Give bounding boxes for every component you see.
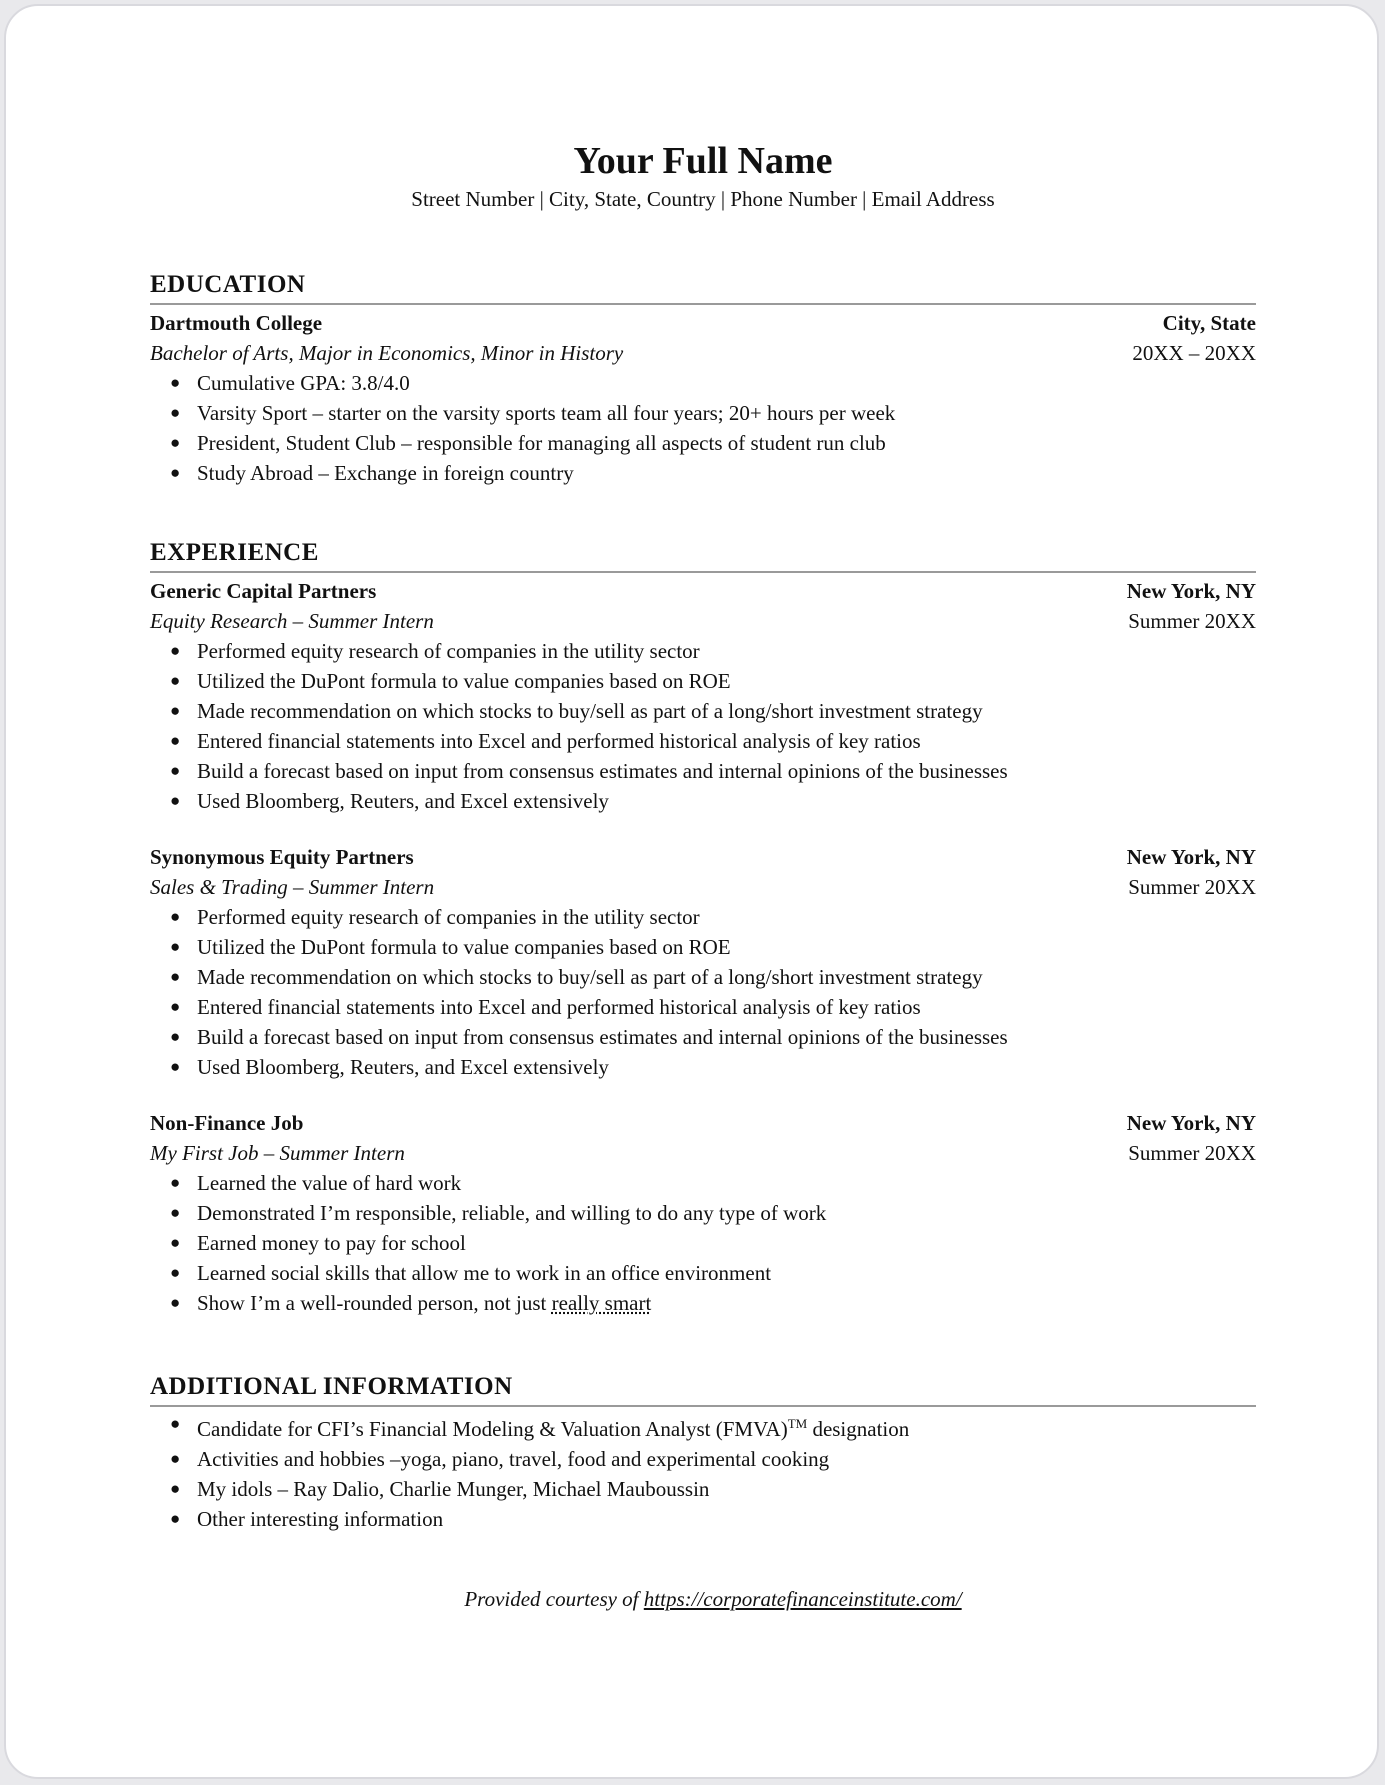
bullet-icon: ● <box>170 1057 181 1076</box>
list-item: ● Show I’m a well-rounded person, not just really smart <box>170 1288 1256 1318</box>
bullet-icon: ● <box>170 997 181 1016</box>
contact-line: Street Number | City, State, Country | Phone Number | Email Address <box>411 187 995 211</box>
company-name: Generic Capital Partners <box>150 579 377 603</box>
bullet-icon: ● <box>170 1233 181 1252</box>
job-entry-1 <box>150 576 1256 816</box>
bullet-icon: ● <box>170 671 181 690</box>
list-item: ● Performed equity research of companies in the utility sector <box>170 636 1256 666</box>
cfi-link[interactable]: https://corporatefinanceinstitute.com/ <box>643 1587 962 1611</box>
bullet-icon: ● <box>170 1203 181 1222</box>
list-item: ● Other interesting information <box>170 1504 1256 1534</box>
resume-page <box>4 4 1379 1779</box>
job-dates: Summer 20XX <box>1128 1141 1256 1165</box>
list-item: ● President, Student Club – responsible for managing all aspects of student run club <box>170 428 1256 458</box>
section-title-education: EDUCATION <box>150 270 1256 305</box>
job-role: Sales & Trading – Summer Intern <box>150 875 435 899</box>
list-item: ● Used Bloomberg, Reuters, and Excel extensively <box>170 786 1256 816</box>
list-item: ● Varsity Sport – starter on the varsity sports team all four years; 20+ hours per week <box>170 398 1256 428</box>
education-dates: 20XX – 20XX <box>1132 341 1256 365</box>
bullet-icon: ● <box>170 731 181 750</box>
bullet-icon: ● <box>170 403 181 422</box>
company-name: Non-Finance Job <box>150 1111 304 1135</box>
education-bullets <box>150 368 1256 488</box>
bullet-icon: ● <box>170 1414 181 1433</box>
bullet-icon: ● <box>170 1449 181 1468</box>
list-item: ● Earned money to pay for school <box>170 1228 1256 1258</box>
bullet-icon: ● <box>170 967 181 986</box>
bullet-icon: ● <box>170 1263 181 1282</box>
job-entry-3 <box>150 1108 1256 1318</box>
school-location: City, State <box>1162 311 1256 335</box>
resume-content <box>150 138 1256 1612</box>
bullet-icon: ● <box>170 1479 181 1498</box>
job-entry-2 <box>150 842 1256 1082</box>
section-title-experience: EXPERIENCE <box>150 538 1256 573</box>
school-name: Dartmouth College <box>150 311 323 335</box>
job-role: Equity Research – Summer Intern <box>150 609 434 633</box>
list-item: ● Build a forecast based on input from consensus estimates and internal opinions of the businesses <box>170 756 1256 786</box>
list-item: ● Learned social skills that allow me to work in an office environment <box>170 1258 1256 1288</box>
list-item: ● Entered financial statements into Excel and performed historical analysis of key ratios <box>170 992 1256 1022</box>
education-degree-row <box>150 338 1256 368</box>
full-name: Your Full Name <box>573 140 833 182</box>
bullet-icon: ● <box>170 433 181 452</box>
company-name: Synonymous Equity Partners <box>150 845 414 869</box>
education-entry <box>150 308 1256 488</box>
trademark-mark: TM <box>787 1416 808 1431</box>
bullet-icon: ● <box>170 641 181 660</box>
list-item: ● Made recommendation on which stocks to buy/sell as part of a long/short investment strategy <box>170 696 1256 726</box>
job-dates: Summer 20XX <box>1128 875 1256 899</box>
footer-credit <box>150 1586 1256 1612</box>
bullet-icon: ● <box>170 1509 181 1528</box>
job-location: New York, NY <box>1126 579 1256 603</box>
list-item: ● My idols – Ray Dalio, Charlie Munger, Michael Mauboussin <box>170 1474 1256 1504</box>
list-item: ● Learned the value of hard work <box>170 1168 1256 1198</box>
list-item: ● Performed equity research of companies in the utility sector <box>170 902 1256 932</box>
list-item: ● Utilized the DuPont formula to value companies based on ROE <box>170 932 1256 962</box>
list-item: ● Utilized the DuPont formula to value companies based on ROE <box>170 666 1256 696</box>
list-item: ● Build a forecast based on input from consensus estimates and internal opinions of the businesses <box>170 1022 1256 1052</box>
education-header-row <box>150 308 1256 338</box>
footer-prefix: Provided courtesy of <box>464 1587 644 1611</box>
list-item: ● Cumulative GPA: 3.8/4.0 <box>170 368 1256 398</box>
list-item: ● Made recommendation on which stocks to buy/sell as part of a long/short investment strategy <box>170 962 1256 992</box>
section-title-additional: ADDITIONAL INFORMATION <box>150 1372 1256 1407</box>
underlined-phrase: really smart <box>551 1291 652 1315</box>
job-dates: Summer 20XX <box>1128 609 1256 633</box>
bullet-icon: ● <box>170 463 181 482</box>
degree: Bachelor of Arts, Major in Economics, Minor in History <box>150 341 624 365</box>
bullet-icon: ● <box>170 937 181 956</box>
bullet-icon: ● <box>170 701 181 720</box>
job-location: New York, NY <box>1126 845 1256 869</box>
bullet-icon: ● <box>170 1173 181 1192</box>
list-item: ● Study Abroad – Exchange in foreign country <box>170 458 1256 488</box>
job-bullets <box>150 636 1256 816</box>
additional-bullets <box>150 1409 1256 1534</box>
bullet-icon: ● <box>170 1027 181 1046</box>
job-role: My First Job – Summer Intern <box>150 1141 405 1165</box>
bullet-icon: ● <box>170 761 181 780</box>
list-item: ● Entered financial statements into Excel and performed historical analysis of key ratios <box>170 726 1256 756</box>
bullet-icon: ● <box>170 791 181 810</box>
job-bullets <box>150 902 1256 1082</box>
bullet-icon: ● <box>170 373 181 392</box>
job-bullets <box>150 1168 1256 1318</box>
bullet-icon: ● <box>170 907 181 926</box>
bullet-icon: ● <box>170 1293 181 1312</box>
list-item: ● Demonstrated I’m responsible, reliable, and willing to do any type of work <box>170 1198 1256 1228</box>
list-item: ● Activities and hobbies –yoga, piano, travel, food and experimental cooking <box>170 1444 1256 1474</box>
list-item: ● Candidate for CFI’s Financial Modeling & Valuation Analyst (FMVA)™ designation <box>170 1409 1256 1444</box>
list-item: ● Used Bloomberg, Reuters, and Excel extensively <box>170 1052 1256 1082</box>
job-location: New York, NY <box>1126 1111 1256 1135</box>
